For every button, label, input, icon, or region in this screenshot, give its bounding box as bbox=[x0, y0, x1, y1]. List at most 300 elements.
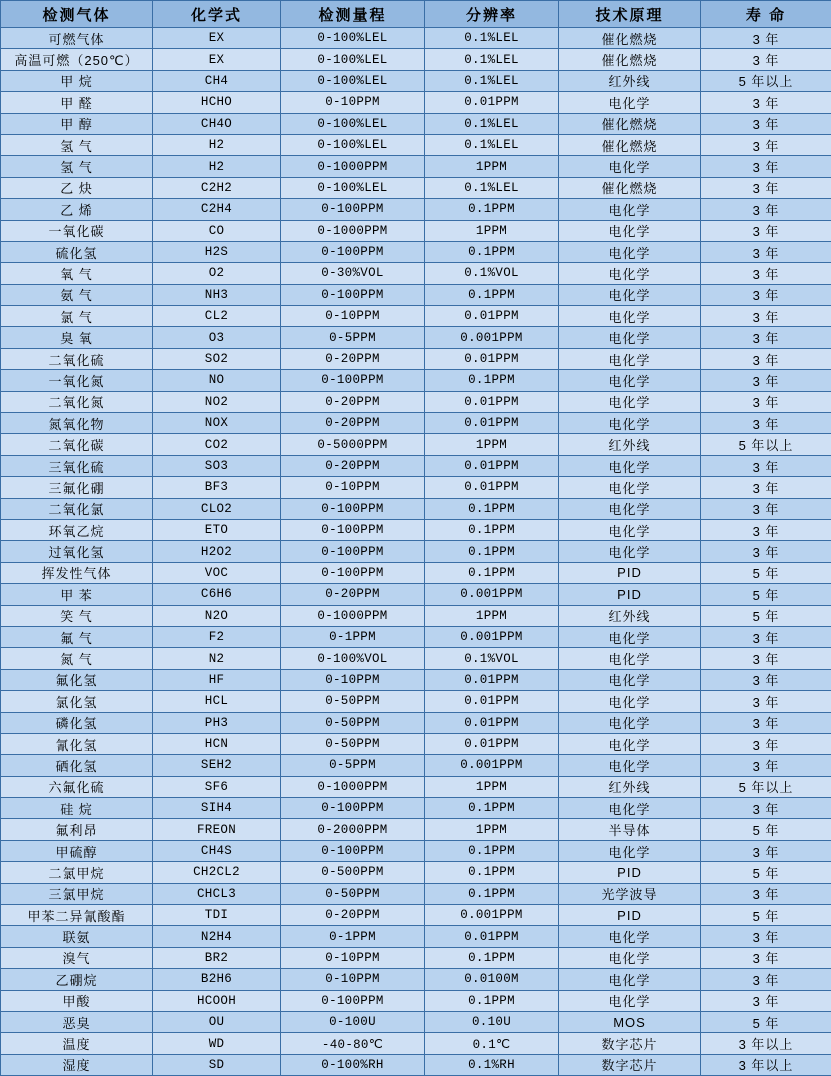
cell-gas-name: 甲酸 bbox=[1, 990, 153, 1011]
table-row bbox=[1, 156, 831, 177]
cell-technical-principle: 红外线 bbox=[559, 605, 701, 626]
cell-technical-principle: 电化学 bbox=[559, 156, 701, 177]
cell-lifespan: 3 年 bbox=[701, 798, 831, 819]
cell-gas-name: 氮氧化物 bbox=[1, 413, 153, 434]
table-row bbox=[1, 177, 831, 198]
cell-lifespan: 3 年 bbox=[701, 477, 831, 498]
cell-resolution: 0.01PPM bbox=[425, 712, 559, 733]
cell-lifespan: 3 年 bbox=[701, 370, 831, 391]
table-row bbox=[1, 541, 831, 562]
cell-technical-principle: 电化学 bbox=[559, 498, 701, 519]
cell-gas-name: 硫化氢 bbox=[1, 241, 153, 262]
cell-lifespan: 3 年 bbox=[701, 263, 831, 284]
cell-chemical-formula: SD bbox=[153, 1054, 281, 1075]
cell-lifespan: 3 年 bbox=[701, 755, 831, 776]
cell-gas-name: 湿度 bbox=[1, 1054, 153, 1075]
table-row bbox=[1, 776, 831, 797]
cell-chemical-formula: ETO bbox=[153, 519, 281, 540]
cell-lifespan: 3 年 bbox=[701, 413, 831, 434]
cell-technical-principle: 催化燃烧 bbox=[559, 49, 701, 70]
cell-lifespan: 3 年 bbox=[701, 92, 831, 113]
cell-technical-principle: 数字芯片 bbox=[559, 1054, 701, 1075]
cell-gas-name: 甲 醛 bbox=[1, 92, 153, 113]
cell-detection-range: 0-20PPM bbox=[281, 584, 425, 605]
table-row bbox=[1, 498, 831, 519]
header-gas-name: 检测气体 bbox=[1, 1, 153, 28]
cell-chemical-formula: C2H2 bbox=[153, 177, 281, 198]
cell-technical-principle: 光学波导 bbox=[559, 883, 701, 904]
cell-lifespan: 3 年 bbox=[701, 541, 831, 562]
cell-lifespan: 5 年 bbox=[701, 862, 831, 883]
header-chemical-formula: 化学式 bbox=[153, 1, 281, 28]
table-row bbox=[1, 691, 831, 712]
cell-detection-range: 0-100U bbox=[281, 1011, 425, 1032]
cell-resolution: 0.1PPM bbox=[425, 370, 559, 391]
table-row bbox=[1, 477, 831, 498]
table-row bbox=[1, 199, 831, 220]
cell-detection-range: 0-20PPM bbox=[281, 455, 425, 476]
cell-resolution: 1PPM bbox=[425, 156, 559, 177]
cell-chemical-formula: O2 bbox=[153, 263, 281, 284]
cell-resolution: 0.1%VOL bbox=[425, 263, 559, 284]
table-row bbox=[1, 648, 831, 669]
cell-lifespan: 3 年 bbox=[701, 990, 831, 1011]
cell-detection-range: 0-100PPM bbox=[281, 840, 425, 861]
cell-lifespan: 3 年 bbox=[701, 712, 831, 733]
table-row bbox=[1, 220, 831, 241]
cell-chemical-formula: CLO2 bbox=[153, 498, 281, 519]
table-row bbox=[1, 113, 831, 134]
cell-lifespan: 3 年 bbox=[701, 113, 831, 134]
cell-technical-principle: 电化学 bbox=[559, 348, 701, 369]
cell-detection-range: 0-1PPM bbox=[281, 926, 425, 947]
cell-chemical-formula: HCOOH bbox=[153, 990, 281, 1011]
cell-lifespan: 5 年 bbox=[701, 584, 831, 605]
cell-detection-range: 0-100%VOL bbox=[281, 648, 425, 669]
table-row bbox=[1, 327, 831, 348]
cell-resolution: 0.01PPM bbox=[425, 691, 559, 712]
cell-detection-range: 0-100PPM bbox=[281, 562, 425, 583]
cell-lifespan: 3 年 bbox=[701, 926, 831, 947]
cell-lifespan: 3 年 bbox=[701, 691, 831, 712]
cell-technical-principle: 电化学 bbox=[559, 798, 701, 819]
cell-chemical-formula: H2 bbox=[153, 156, 281, 177]
cell-resolution: 0.1℃ bbox=[425, 1033, 559, 1054]
table-row bbox=[1, 562, 831, 583]
cell-chemical-formula: NOX bbox=[153, 413, 281, 434]
cell-detection-range: 0-2000PPM bbox=[281, 819, 425, 840]
cell-lifespan: 3 年 bbox=[701, 348, 831, 369]
cell-technical-principle: 电化学 bbox=[559, 648, 701, 669]
cell-chemical-formula: NH3 bbox=[153, 284, 281, 305]
cell-technical-principle: PID bbox=[559, 905, 701, 926]
table-row bbox=[1, 241, 831, 262]
cell-chemical-formula: SO3 bbox=[153, 455, 281, 476]
table-row bbox=[1, 605, 831, 626]
table-row bbox=[1, 284, 831, 305]
cell-resolution: 1PPM bbox=[425, 434, 559, 455]
cell-lifespan: 3 年 bbox=[701, 391, 831, 412]
cell-gas-name: 溴气 bbox=[1, 947, 153, 968]
cell-lifespan: 3 年 bbox=[701, 733, 831, 754]
cell-chemical-formula: BR2 bbox=[153, 947, 281, 968]
cell-resolution: 0.10U bbox=[425, 1011, 559, 1032]
cell-chemical-formula: CH2CL2 bbox=[153, 862, 281, 883]
cell-detection-range: 0-50PPM bbox=[281, 883, 425, 904]
cell-gas-name: 甲 烷 bbox=[1, 70, 153, 91]
cell-detection-range: 0-100PPM bbox=[281, 199, 425, 220]
cell-resolution: 0.01PPM bbox=[425, 391, 559, 412]
cell-gas-name: 硒化氢 bbox=[1, 755, 153, 776]
cell-resolution: 0.1PPM bbox=[425, 990, 559, 1011]
table-row bbox=[1, 1054, 831, 1075]
cell-technical-principle: 催化燃烧 bbox=[559, 28, 701, 49]
cell-lifespan: 3 年 bbox=[701, 284, 831, 305]
table-row bbox=[1, 348, 831, 369]
cell-detection-range: 0-10PPM bbox=[281, 306, 425, 327]
cell-lifespan: 5 年以上 bbox=[701, 776, 831, 797]
table-row bbox=[1, 862, 831, 883]
cell-gas-name: 甲 醇 bbox=[1, 113, 153, 134]
cell-gas-name: 二氧化硫 bbox=[1, 348, 153, 369]
cell-detection-range: 0-20PPM bbox=[281, 905, 425, 926]
cell-technical-principle: 催化燃烧 bbox=[559, 113, 701, 134]
table-row bbox=[1, 626, 831, 647]
cell-lifespan: 5 年以上 bbox=[701, 70, 831, 91]
cell-detection-range: 0-5PPM bbox=[281, 755, 425, 776]
cell-technical-principle: 电化学 bbox=[559, 840, 701, 861]
cell-chemical-formula: N2O bbox=[153, 605, 281, 626]
cell-chemical-formula: SF6 bbox=[153, 776, 281, 797]
table-row bbox=[1, 391, 831, 412]
cell-gas-name: 过氧化氢 bbox=[1, 541, 153, 562]
cell-lifespan: 3 年 bbox=[701, 156, 831, 177]
cell-chemical-formula: CO2 bbox=[153, 434, 281, 455]
cell-lifespan: 3 年 bbox=[701, 220, 831, 241]
cell-resolution: 0.01PPM bbox=[425, 669, 559, 690]
cell-technical-principle: 电化学 bbox=[559, 947, 701, 968]
cell-gas-name: 二氧化氯 bbox=[1, 498, 153, 519]
cell-detection-range: 0-50PPM bbox=[281, 712, 425, 733]
cell-chemical-formula: HF bbox=[153, 669, 281, 690]
cell-gas-name: 甲苯二异氰酸酯 bbox=[1, 905, 153, 926]
cell-gas-name: 氟 气 bbox=[1, 626, 153, 647]
cell-gas-name: 氯化氢 bbox=[1, 691, 153, 712]
table-row bbox=[1, 70, 831, 91]
table-row bbox=[1, 947, 831, 968]
cell-resolution: 0.01PPM bbox=[425, 455, 559, 476]
cell-resolution: 0.1PPM bbox=[425, 798, 559, 819]
cell-chemical-formula: EX bbox=[153, 28, 281, 49]
cell-resolution: 1PPM bbox=[425, 776, 559, 797]
cell-lifespan: 3 年 bbox=[701, 498, 831, 519]
cell-detection-range: 0-10PPM bbox=[281, 477, 425, 498]
cell-chemical-formula: WD bbox=[153, 1033, 281, 1054]
cell-gas-name: 磷化氢 bbox=[1, 712, 153, 733]
cell-chemical-formula: HCN bbox=[153, 733, 281, 754]
cell-technical-principle: 电化学 bbox=[559, 541, 701, 562]
cell-resolution: 0.1PPM bbox=[425, 541, 559, 562]
cell-resolution: 0.01PPM bbox=[425, 306, 559, 327]
cell-resolution: 0.1PPM bbox=[425, 498, 559, 519]
cell-detection-range: 0-1000PPM bbox=[281, 605, 425, 626]
cell-gas-name: 硅 烷 bbox=[1, 798, 153, 819]
cell-chemical-formula: C6H6 bbox=[153, 584, 281, 605]
cell-resolution: 0.1PPM bbox=[425, 241, 559, 262]
cell-lifespan: 3 年 bbox=[701, 519, 831, 540]
cell-chemical-formula: CH4S bbox=[153, 840, 281, 861]
cell-resolution: 1PPM bbox=[425, 605, 559, 626]
cell-detection-range: 0-30%VOL bbox=[281, 263, 425, 284]
cell-technical-principle: 电化学 bbox=[559, 413, 701, 434]
cell-technical-principle: 红外线 bbox=[559, 776, 701, 797]
cell-detection-range: 0-5000PPM bbox=[281, 434, 425, 455]
header-technical-principle: 技术原理 bbox=[559, 1, 701, 28]
table-row bbox=[1, 990, 831, 1011]
cell-gas-name: 一氧化碳 bbox=[1, 220, 153, 241]
cell-resolution: 0.1%VOL bbox=[425, 648, 559, 669]
cell-gas-name: 氟化氢 bbox=[1, 669, 153, 690]
table-row bbox=[1, 263, 831, 284]
cell-gas-name: 氢 气 bbox=[1, 156, 153, 177]
cell-chemical-formula: CHCL3 bbox=[153, 883, 281, 904]
cell-lifespan: 3 年 bbox=[701, 455, 831, 476]
cell-gas-name: 三氟化硼 bbox=[1, 477, 153, 498]
cell-chemical-formula: O3 bbox=[153, 327, 281, 348]
cell-resolution: 0.0100M bbox=[425, 969, 559, 990]
cell-resolution: 0.1PPM bbox=[425, 862, 559, 883]
cell-technical-principle: 催化燃烧 bbox=[559, 134, 701, 155]
cell-lifespan: 3 年以上 bbox=[701, 1033, 831, 1054]
cell-gas-name: 恶臭 bbox=[1, 1011, 153, 1032]
cell-technical-principle: 电化学 bbox=[559, 284, 701, 305]
table-row bbox=[1, 413, 831, 434]
cell-detection-range: 0-500PPM bbox=[281, 862, 425, 883]
cell-gas-name: 氮 气 bbox=[1, 648, 153, 669]
header-resolution: 分辨率 bbox=[425, 1, 559, 28]
cell-chemical-formula: OU bbox=[153, 1011, 281, 1032]
cell-resolution: 0.1%LEL bbox=[425, 28, 559, 49]
cell-lifespan: 5 年 bbox=[701, 819, 831, 840]
table-row bbox=[1, 584, 831, 605]
cell-detection-range: 0-100PPM bbox=[281, 284, 425, 305]
cell-gas-name: 氨 气 bbox=[1, 284, 153, 305]
cell-lifespan: 3 年 bbox=[701, 840, 831, 861]
cell-technical-principle: 电化学 bbox=[559, 477, 701, 498]
table-body bbox=[1, 28, 831, 1076]
cell-technical-principle: 电化学 bbox=[559, 712, 701, 733]
cell-detection-range: 0-10PPM bbox=[281, 92, 425, 113]
table-row bbox=[1, 28, 831, 49]
cell-detection-range: 0-100PPM bbox=[281, 241, 425, 262]
cell-resolution: 0.1%LEL bbox=[425, 177, 559, 198]
cell-resolution: 0.001PPM bbox=[425, 755, 559, 776]
cell-gas-name: 氯 气 bbox=[1, 306, 153, 327]
cell-chemical-formula: NO2 bbox=[153, 391, 281, 412]
cell-detection-range: 0-100%LEL bbox=[281, 113, 425, 134]
cell-lifespan: 3 年 bbox=[701, 306, 831, 327]
cell-resolution: 0.1PPM bbox=[425, 562, 559, 583]
cell-lifespan: 3 年 bbox=[701, 28, 831, 49]
cell-detection-range: 0-20PPM bbox=[281, 348, 425, 369]
cell-resolution: 0.1%LEL bbox=[425, 49, 559, 70]
cell-chemical-formula: HCL bbox=[153, 691, 281, 712]
table-row bbox=[1, 92, 831, 113]
cell-lifespan: 3 年 bbox=[701, 241, 831, 262]
cell-resolution: 0.1%RH bbox=[425, 1054, 559, 1075]
cell-resolution: 0.01PPM bbox=[425, 733, 559, 754]
cell-technical-principle: 电化学 bbox=[559, 969, 701, 990]
cell-detection-range: 0-100%LEL bbox=[281, 134, 425, 155]
cell-technical-principle: 电化学 bbox=[559, 519, 701, 540]
cell-lifespan: 3 年 bbox=[701, 969, 831, 990]
cell-detection-range: 0-100%LEL bbox=[281, 177, 425, 198]
cell-lifespan: 3 年 bbox=[701, 49, 831, 70]
table-row bbox=[1, 840, 831, 861]
table-row bbox=[1, 669, 831, 690]
cell-resolution: 0.001PPM bbox=[425, 626, 559, 647]
cell-detection-range: 0-50PPM bbox=[281, 733, 425, 754]
cell-technical-principle: 电化学 bbox=[559, 669, 701, 690]
table-row bbox=[1, 519, 831, 540]
cell-technical-principle: 电化学 bbox=[559, 370, 701, 391]
cell-lifespan: 3 年以上 bbox=[701, 1054, 831, 1075]
cell-technical-principle: PID bbox=[559, 584, 701, 605]
cell-detection-range: 0-10PPM bbox=[281, 947, 425, 968]
cell-detection-range: 0-1000PPM bbox=[281, 220, 425, 241]
header-detection-range: 检测量程 bbox=[281, 1, 425, 28]
cell-chemical-formula: SO2 bbox=[153, 348, 281, 369]
cell-resolution: 1PPM bbox=[425, 220, 559, 241]
cell-gas-name: 挥发性气体 bbox=[1, 562, 153, 583]
cell-technical-principle: 半导体 bbox=[559, 819, 701, 840]
cell-detection-range: 0-100PPM bbox=[281, 541, 425, 562]
cell-technical-principle: PID bbox=[559, 862, 701, 883]
cell-technical-principle: 电化学 bbox=[559, 755, 701, 776]
cell-detection-range: 0-1PPM bbox=[281, 626, 425, 647]
cell-chemical-formula: B2H6 bbox=[153, 969, 281, 990]
cell-chemical-formula: SIH4 bbox=[153, 798, 281, 819]
cell-resolution: 0.01PPM bbox=[425, 926, 559, 947]
cell-chemical-formula: FREON bbox=[153, 819, 281, 840]
table-row bbox=[1, 905, 831, 926]
cell-detection-range: 0-1000PPM bbox=[281, 156, 425, 177]
cell-gas-name: 六氟化硫 bbox=[1, 776, 153, 797]
cell-lifespan: 3 年 bbox=[701, 134, 831, 155]
cell-chemical-formula: F2 bbox=[153, 626, 281, 647]
cell-resolution: 0.1PPM bbox=[425, 883, 559, 904]
cell-lifespan: 5 年以上 bbox=[701, 434, 831, 455]
table-row bbox=[1, 1033, 831, 1054]
cell-lifespan: 5 年 bbox=[701, 1011, 831, 1032]
table-row bbox=[1, 434, 831, 455]
cell-gas-name: 三氯甲烷 bbox=[1, 883, 153, 904]
cell-lifespan: 3 年 bbox=[701, 648, 831, 669]
table-row bbox=[1, 798, 831, 819]
cell-lifespan: 3 年 bbox=[701, 626, 831, 647]
cell-resolution: 0.1%LEL bbox=[425, 113, 559, 134]
cell-detection-range: 0-100PPM bbox=[281, 498, 425, 519]
cell-resolution: 0.1%LEL bbox=[425, 134, 559, 155]
header-lifespan: 寿 命 bbox=[701, 1, 831, 28]
cell-chemical-formula: HCHO bbox=[153, 92, 281, 113]
cell-resolution: 0.1PPM bbox=[425, 840, 559, 861]
cell-detection-range: 0-100%LEL bbox=[281, 28, 425, 49]
cell-resolution: 0.1PPM bbox=[425, 519, 559, 540]
cell-technical-principle: 电化学 bbox=[559, 306, 701, 327]
cell-technical-principle: 电化学 bbox=[559, 263, 701, 284]
table-header-row bbox=[1, 1, 831, 28]
table-row bbox=[1, 306, 831, 327]
cell-detection-range: 0-5PPM bbox=[281, 327, 425, 348]
cell-detection-range: 0-1000PPM bbox=[281, 776, 425, 797]
cell-gas-name: 氰化氢 bbox=[1, 733, 153, 754]
cell-detection-range: 0-100PPM bbox=[281, 798, 425, 819]
cell-technical-principle: 电化学 bbox=[559, 926, 701, 947]
cell-chemical-formula: CO bbox=[153, 220, 281, 241]
cell-detection-range: -40-80℃ bbox=[281, 1033, 425, 1054]
cell-detection-range: 0-100PPM bbox=[281, 990, 425, 1011]
cell-gas-name: 二氯甲烷 bbox=[1, 862, 153, 883]
cell-technical-principle: 电化学 bbox=[559, 691, 701, 712]
table-row bbox=[1, 926, 831, 947]
cell-gas-name: 高温可燃（250℃） bbox=[1, 49, 153, 70]
cell-technical-principle: 电化学 bbox=[559, 990, 701, 1011]
table-row bbox=[1, 733, 831, 754]
cell-detection-range: 0-100PPM bbox=[281, 519, 425, 540]
cell-resolution: 0.01PPM bbox=[425, 348, 559, 369]
cell-gas-name: 甲硫醇 bbox=[1, 840, 153, 861]
cell-resolution: 0.001PPM bbox=[425, 327, 559, 348]
cell-resolution: 0.001PPM bbox=[425, 905, 559, 926]
cell-lifespan: 5 年 bbox=[701, 605, 831, 626]
cell-technical-principle: 红外线 bbox=[559, 70, 701, 91]
cell-chemical-formula: SEH2 bbox=[153, 755, 281, 776]
cell-resolution: 0.01PPM bbox=[425, 413, 559, 434]
cell-technical-principle: 红外线 bbox=[559, 434, 701, 455]
cell-gas-name: 氧 气 bbox=[1, 263, 153, 284]
cell-detection-range: 0-100PPM bbox=[281, 370, 425, 391]
cell-technical-principle: 电化学 bbox=[559, 733, 701, 754]
cell-chemical-formula: TDI bbox=[153, 905, 281, 926]
cell-technical-principle: 电化学 bbox=[559, 199, 701, 220]
cell-lifespan: 3 年 bbox=[701, 177, 831, 198]
cell-gas-name: 环氧乙烷 bbox=[1, 519, 153, 540]
cell-detection-range: 0-50PPM bbox=[281, 691, 425, 712]
cell-detection-range: 0-10PPM bbox=[281, 669, 425, 690]
cell-lifespan: 5 年 bbox=[701, 562, 831, 583]
cell-resolution: 1PPM bbox=[425, 819, 559, 840]
table-row bbox=[1, 883, 831, 904]
cell-chemical-formula: C2H4 bbox=[153, 199, 281, 220]
cell-gas-name: 可燃气体 bbox=[1, 28, 153, 49]
cell-chemical-formula: PH3 bbox=[153, 712, 281, 733]
table-row bbox=[1, 712, 831, 733]
table-row bbox=[1, 755, 831, 776]
cell-chemical-formula: H2O2 bbox=[153, 541, 281, 562]
cell-chemical-formula: CH4 bbox=[153, 70, 281, 91]
cell-chemical-formula: N2H4 bbox=[153, 926, 281, 947]
cell-gas-name: 乙 烯 bbox=[1, 199, 153, 220]
cell-detection-range: 0-100%RH bbox=[281, 1054, 425, 1075]
cell-technical-principle: 电化学 bbox=[559, 241, 701, 262]
cell-chemical-formula: CH4O bbox=[153, 113, 281, 134]
cell-lifespan: 3 年 bbox=[701, 669, 831, 690]
cell-gas-name: 甲 苯 bbox=[1, 584, 153, 605]
cell-resolution: 0.01PPM bbox=[425, 92, 559, 113]
cell-gas-name: 乙 炔 bbox=[1, 177, 153, 198]
cell-lifespan: 3 年 bbox=[701, 199, 831, 220]
